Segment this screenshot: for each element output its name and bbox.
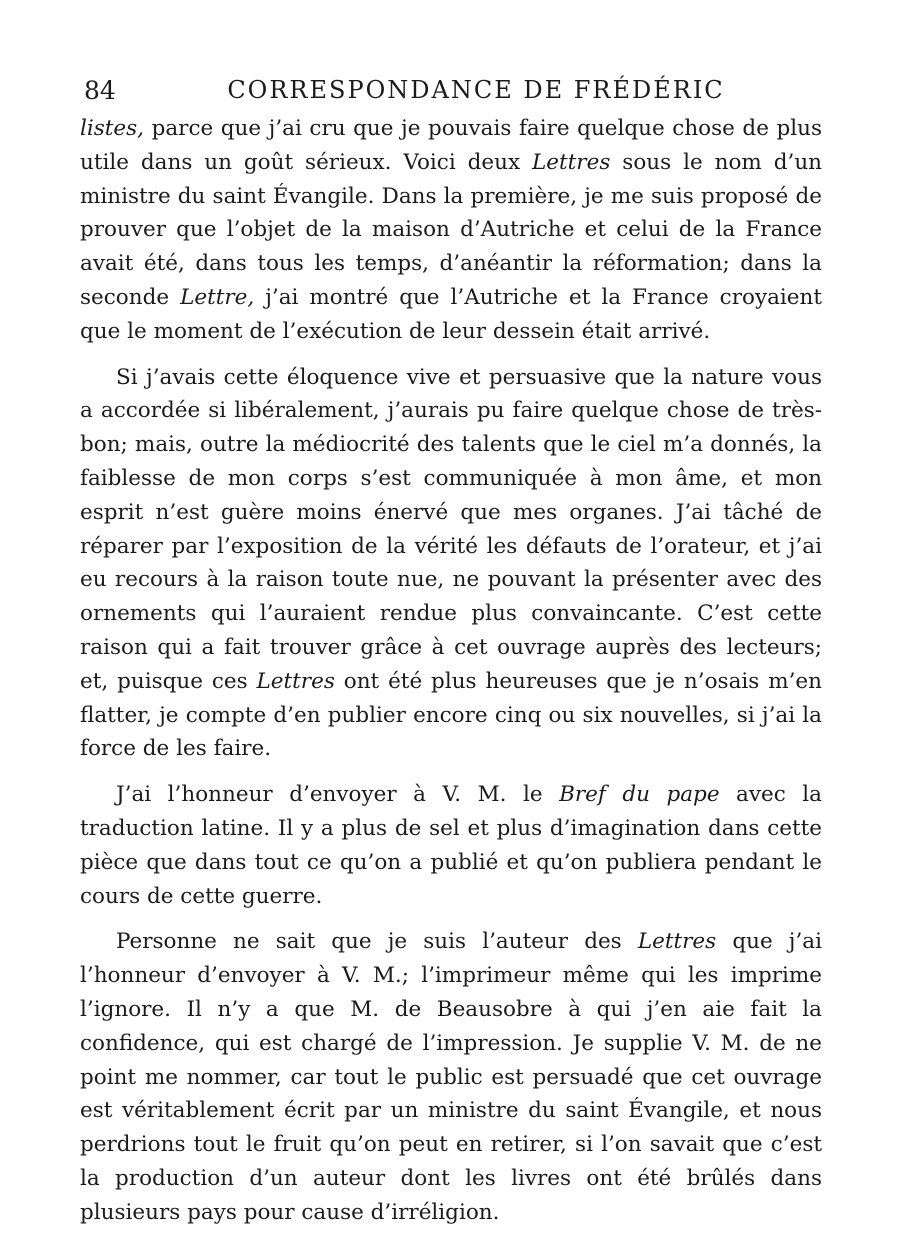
text-run: avec la traduction latine. Il y a plus de sel et plus d’imagination dans cette pièce que dans tout ce qu’on a publié et qu’on publiera pendant le cours de cette guerre. (80, 782, 822, 909)
paragraph-continued (80, 112, 822, 349)
text-run: J’ai l’honneur d’envoyer à V. M. le (116, 782, 560, 808)
italic-word: listes, (80, 116, 145, 141)
text-run: Personne ne sait que je suis l’auteur des (116, 929, 638, 955)
running-head (80, 70, 822, 112)
running-title: CORRESPONDANCE DE FRÉDÉRIC (227, 76, 725, 104)
italic-word: Lettres (637, 929, 717, 955)
text-run: ont été plus heureuses que je n’osais m’en flatter, je compte d’en publier encore cinq ou six nouvelles, si j’ai la force de les faire. (80, 668, 822, 762)
italic-word: Bref du pape (559, 782, 720, 808)
text-run: que j’ai l’honneur d’envoyer à V. M.; l’imprimeur même qui les imprime l’ignore. Il n’y a que M. de Beausobre à qui j’en aie fait la confidence, qui est chargé de l’impression. Je supplie V. M. de ne point me nommer, car tout le public est persuadé que cet ouvrage est véritablement écrit par un ministre du saint Évangile, et nous perdrions tout le fruit qu’on peut en retirer, si l’on savait que c’est la production d’un auteur dont les livres ont été brûlés dans plusieurs pays pour cause d’irréligion. (80, 929, 822, 1225)
page-number: 84 (84, 76, 116, 105)
text-run: parce que j’ai cru que je pouvais faire quelque chose de plus utile dans un goût sérieux. Voici deux (80, 116, 822, 175)
paragraph (80, 361, 822, 767)
body-text (80, 112, 822, 1230)
italic-word: Lettres (256, 668, 335, 694)
italic-word: Lettre, (180, 284, 255, 310)
paragraph (80, 778, 822, 913)
paragraph (80, 925, 822, 1229)
text-run: j’ai montré que l’Autriche et la France croyaient que le moment de l’exécution de leur dessein était arrivé. (80, 284, 822, 344)
text-run: Si j’avais cette éloquence vive et persuasive que la nature vous a accordée si libéralement, j’aurais pu faire quelque chose de très-bon; mais, outre la médiocrité des talents que le ciel m’a donnés, la faiblesse de mon corps s’est communiquée à mon âme, et mon esprit n’est guère moins énervé que mes organes. J’ai tâché de réparer par l’exposition de la vérité les défauts de l’orateur, et j’ai eu recours à la raison toute nue, ne pouvant la présenter avec des ornements qui l’auraient rendue plus convaincante. C’est cette raison qui a fait trouver grâce à cet ouvrage auprès des lecteurs; et, puisque ces (80, 364, 822, 694)
text-run: sous le nom d’un ministre du saint Évangile. Dans la première, je me suis proposé de prouver que l’objet de la maison d’Autriche et celui de la France avait été, dans tous les temps, d’anéantir la réformation; dans la seconde (80, 149, 823, 310)
italic-word: Lettres (532, 149, 611, 175)
